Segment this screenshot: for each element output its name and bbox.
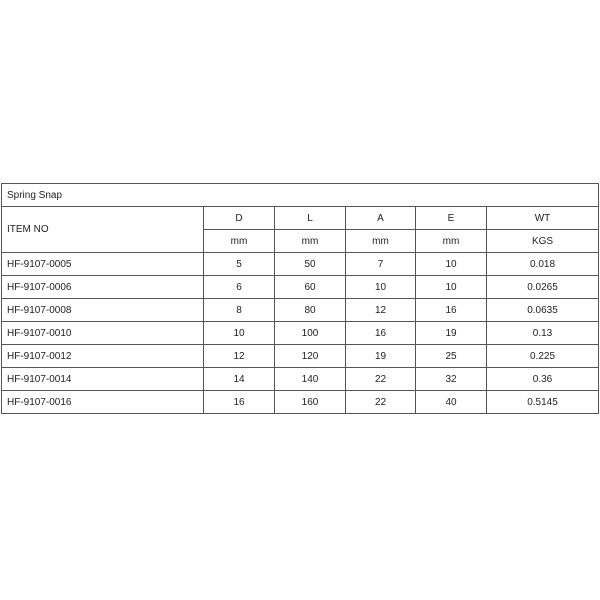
value-cell-e: 40 [416,391,487,414]
column-unit-wt: KGS [487,230,599,253]
item-no-cell: HF-9107-0014 [2,368,204,391]
column-unit-l: mm [275,230,346,253]
value-cell-wt: 0.5145 [487,391,599,414]
item-no-cell: HF-9107-0005 [2,253,204,276]
value-cell-d: 12 [204,345,275,368]
value-cell-a: 12 [346,299,416,322]
column-header-e: E [416,207,487,230]
value-cell-wt: 0.0635 [487,299,599,322]
value-cell-wt: 0.0265 [487,276,599,299]
item-no-cell: HF-9107-0012 [2,345,204,368]
column-header-wt: WT [487,207,599,230]
column-header-d: D [204,207,275,230]
value-cell-d: 10 [204,322,275,345]
value-cell-e: 19 [416,322,487,345]
value-cell-d: 5 [204,253,275,276]
column-unit-d: mm [204,230,275,253]
value-cell-d: 8 [204,299,275,322]
value-cell-l: 80 [275,299,346,322]
value-cell-l: 100 [275,322,346,345]
value-cell-e: 25 [416,345,487,368]
value-cell-e: 10 [416,276,487,299]
value-cell-e: 10 [416,253,487,276]
value-cell-l: 60 [275,276,346,299]
item-no-header: ITEM NO [2,207,204,253]
value-cell-wt: 0.018 [487,253,599,276]
value-cell-a: 22 [346,368,416,391]
value-cell-d: 16 [204,391,275,414]
column-header-a: A [346,207,416,230]
table-row [2,391,599,414]
item-no-cell: HF-9107-0010 [2,322,204,345]
value-cell-wt: 0.13 [487,322,599,345]
table-row [2,322,599,345]
value-cell-a: 16 [346,322,416,345]
column-unit-a: mm [346,230,416,253]
value-cell-e: 16 [416,299,487,322]
value-cell-l: 140 [275,368,346,391]
value-cell-l: 50 [275,253,346,276]
value-cell-a: 19 [346,345,416,368]
value-cell-wt: 0.225 [487,345,599,368]
spec-table [1,183,599,414]
column-header-l: L [275,207,346,230]
table-row [2,299,599,322]
value-cell-d: 14 [204,368,275,391]
value-cell-d: 6 [204,276,275,299]
value-cell-a: 7 [346,253,416,276]
value-cell-l: 160 [275,391,346,414]
value-cell-wt: 0.36 [487,368,599,391]
table-title: Spring Snap [2,184,599,207]
item-no-cell: HF-9107-0008 [2,299,204,322]
table-row [2,368,599,391]
table-row [2,345,599,368]
item-no-cell: HF-9107-0006 [2,276,204,299]
value-cell-l: 120 [275,345,346,368]
column-unit-e: mm [416,230,487,253]
item-no-cell: HF-9107-0016 [2,391,204,414]
value-cell-e: 32 [416,368,487,391]
table-row [2,253,599,276]
value-cell-a: 22 [346,391,416,414]
value-cell-a: 10 [346,276,416,299]
table-row [2,276,599,299]
